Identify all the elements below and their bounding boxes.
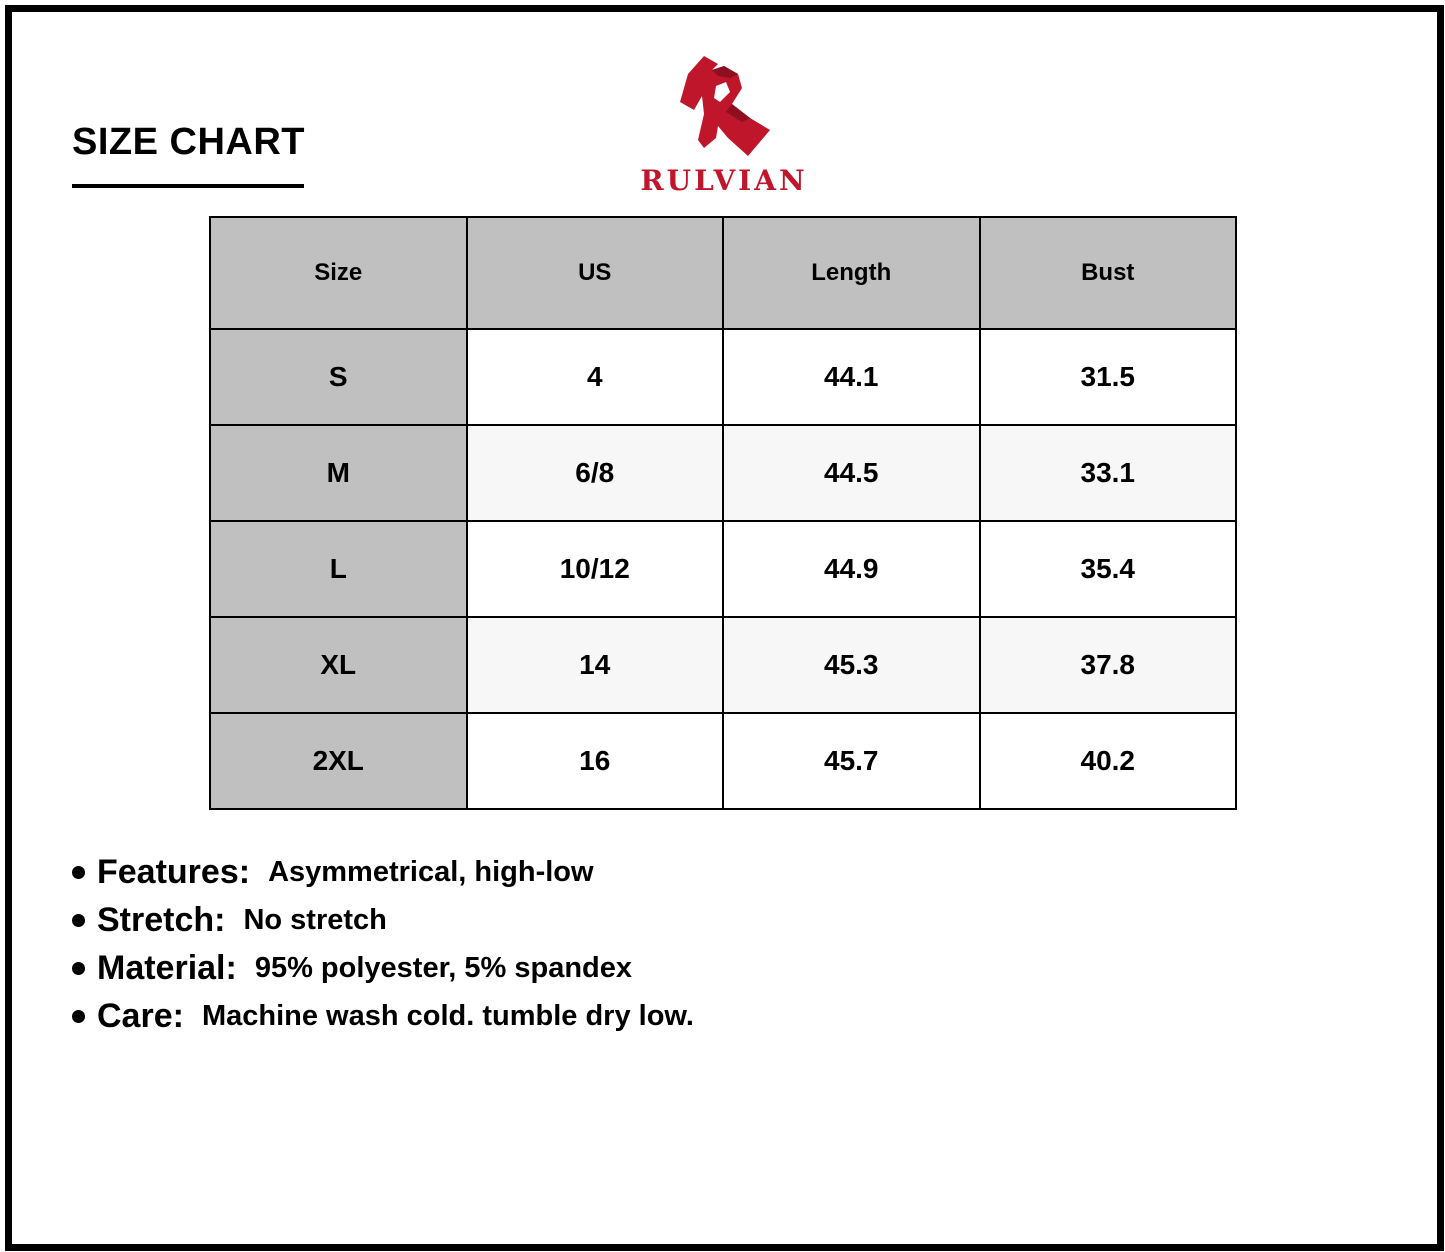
us-cell: 4 [467,329,724,425]
list-item [72,992,694,1040]
feature-label: Features: [97,852,251,891]
us-cell: 6/8 [467,425,724,521]
length-cell: 45.7 [723,713,980,809]
table-row [210,617,1236,713]
bust-cell: 37.8 [980,617,1237,713]
length-cell: 45.3 [723,617,980,713]
bust-cell: 40.2 [980,713,1237,809]
us-cell: 14 [467,617,724,713]
size-chart-table [209,216,1237,810]
column-header-us: US [467,217,724,329]
length-cell: 44.5 [723,425,980,521]
bullet-icon [72,1010,85,1023]
us-cell: 10/12 [467,521,724,617]
table-row [210,425,1236,521]
bust-cell: 35.4 [980,521,1237,617]
size-cell: L [210,521,467,617]
length-cell: 44.1 [723,329,980,425]
bust-cell: 31.5 [980,329,1237,425]
feature-label: Material: [97,948,237,987]
stylized-r-monogram-icon [676,52,772,162]
list-item [72,848,694,896]
feature-value: Asymmetrical, high-low [268,855,594,888]
brand-logo [628,52,820,197]
list-item [72,944,694,992]
size-cell: XL [210,617,467,713]
table-row [210,329,1236,425]
feature-value: Machine wash cold. tumble dry low. [201,999,694,1032]
list-item [72,896,694,944]
title-underline [72,184,304,188]
column-header-size: Size [210,217,467,329]
us-cell: 16 [467,713,724,809]
feature-value: No stretch [243,903,387,936]
size-cell: 2XL [210,713,467,809]
feature-value: 95% polyester, 5% spandex [254,951,633,984]
size-cell: M [210,425,467,521]
bullet-icon [72,914,85,927]
table-row [210,521,1236,617]
size-cell: S [210,329,467,425]
column-header-bust: Bust [980,217,1237,329]
table-row [210,713,1236,809]
length-cell: 44.9 [723,521,980,617]
feature-label: Care: [97,996,184,1035]
bust-cell: 33.1 [980,425,1237,521]
table-header-row [210,217,1236,329]
bullet-icon [72,866,85,879]
brand-name: RULVIAN [640,164,808,197]
feature-label: Stretch: [97,900,226,939]
column-header-length: Length [723,217,980,329]
bullet-icon [72,962,85,975]
page-title: SIZE CHART [72,121,305,163]
feature-list [72,848,694,1040]
